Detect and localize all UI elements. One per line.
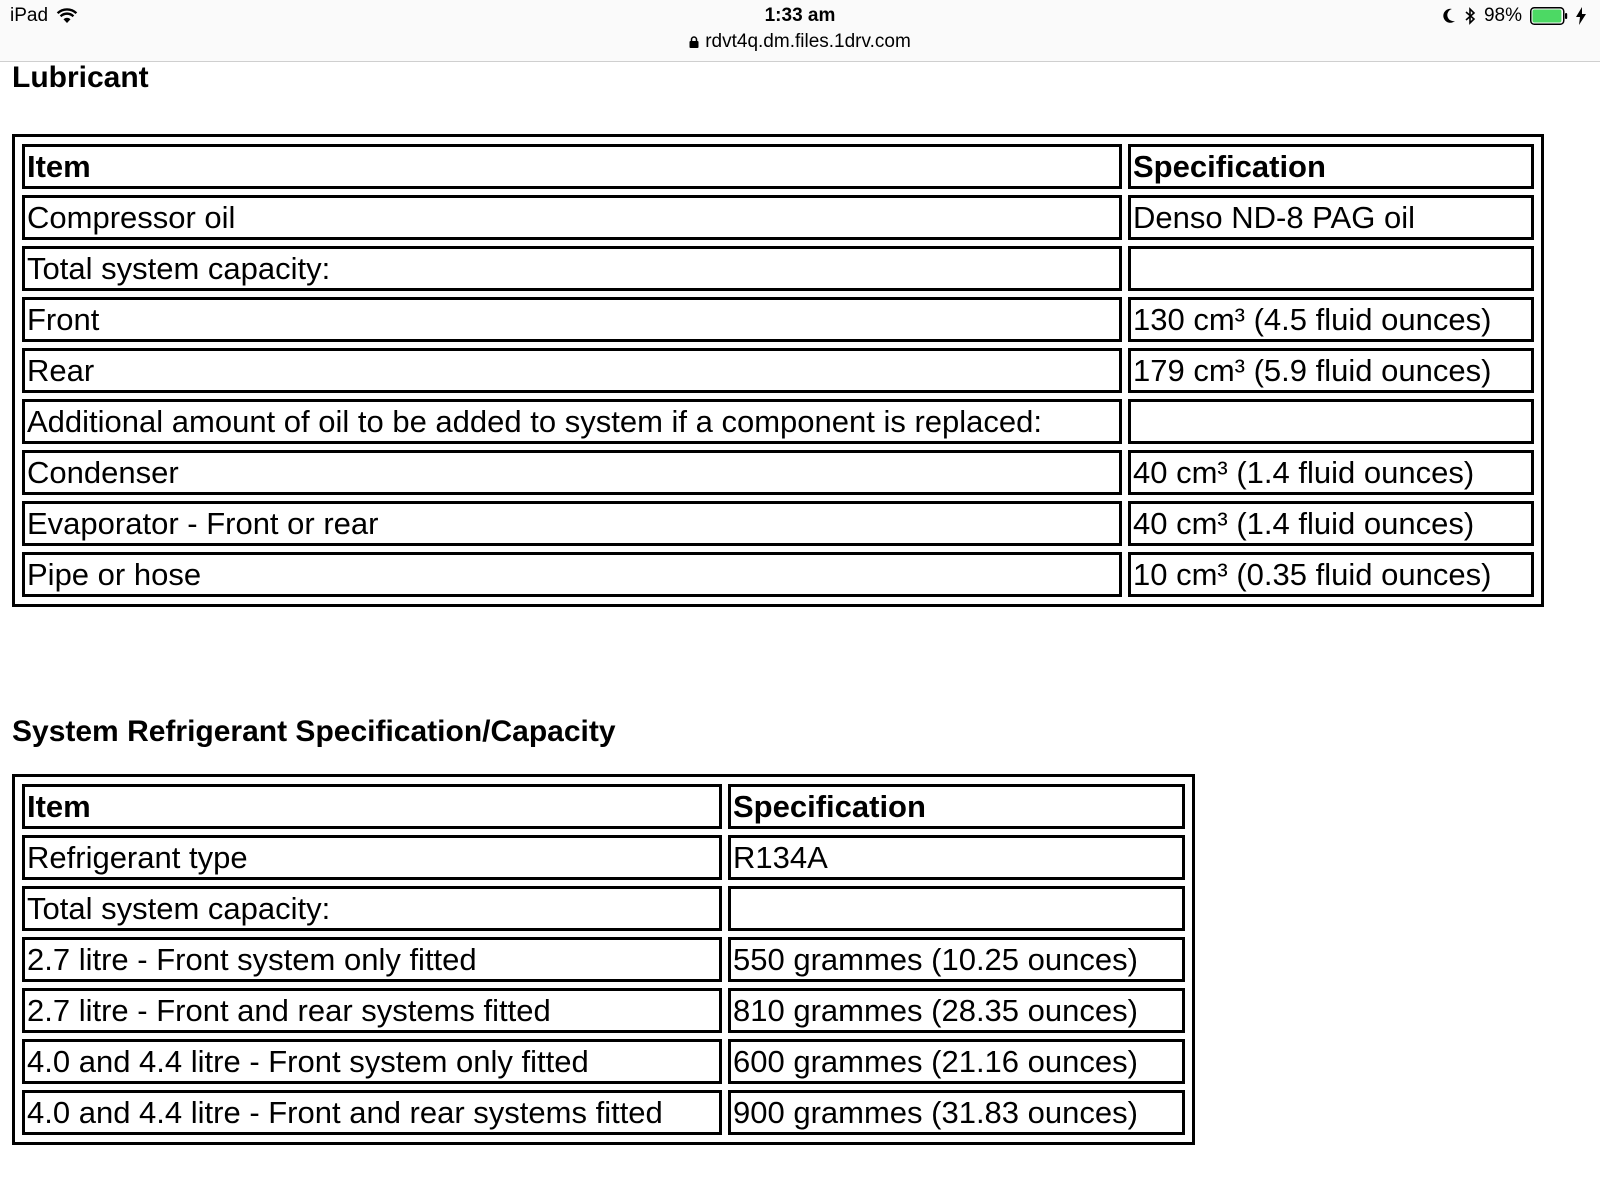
status-time: 1:33 am bbox=[764, 5, 836, 26]
battery-percent: 98% bbox=[1483, 5, 1522, 26]
table-row bbox=[22, 886, 1185, 931]
table-row bbox=[22, 1039, 1185, 1084]
table-row bbox=[22, 501, 1534, 546]
specification-cell: 810 grammes (28.35 ounces) bbox=[728, 988, 1185, 1033]
item-cell: 2.7 litre - Front system only fitted bbox=[22, 937, 722, 982]
table-row bbox=[22, 399, 1534, 444]
specification-cell: 900 grammes (31.83 ounces) bbox=[728, 1090, 1185, 1135]
table-row bbox=[22, 450, 1534, 495]
table-row bbox=[22, 937, 1185, 982]
item-cell: Total system capacity: bbox=[22, 246, 1122, 291]
address-bar[interactable] bbox=[0, 31, 1600, 53]
table-header-row bbox=[22, 144, 1534, 189]
column-header-specification: Specification bbox=[1128, 144, 1534, 189]
specification-cell: R134A bbox=[728, 835, 1185, 880]
specification-cell: 10 cm³ (0.35 fluid ounces) bbox=[1128, 552, 1534, 597]
table-row bbox=[22, 988, 1185, 1033]
bluetooth-icon bbox=[1464, 7, 1476, 25]
lock-icon bbox=[689, 36, 699, 48]
item-cell: Rear bbox=[22, 348, 1122, 393]
item-cell: Evaporator - Front or rear bbox=[22, 501, 1122, 546]
item-cell: Total system capacity: bbox=[22, 886, 722, 931]
specification-cell: 40 cm³ (1.4 fluid ounces) bbox=[1128, 450, 1534, 495]
column-header-specification: Specification bbox=[728, 784, 1185, 829]
table-row bbox=[22, 552, 1534, 597]
item-cell: 2.7 litre - Front and rear systems fitted bbox=[22, 988, 722, 1033]
item-cell: Compressor oil bbox=[22, 195, 1122, 240]
specification-cell: 600 grammes (21.16 ounces) bbox=[728, 1039, 1185, 1084]
specification-cell: Denso ND-8 PAG oil bbox=[1128, 195, 1534, 240]
charging-bolt-icon bbox=[1576, 7, 1586, 25]
item-cell: Pipe or hose bbox=[22, 552, 1122, 597]
url-text: rdvt4q.dm.files.1drv.com bbox=[705, 31, 911, 52]
status-right bbox=[1442, 5, 1586, 27]
specification-cell: 130 cm³ (4.5 fluid ounces) bbox=[1128, 297, 1534, 342]
table-row bbox=[22, 348, 1534, 393]
battery-icon bbox=[1530, 7, 1568, 25]
specification-cell: 40 cm³ (1.4 fluid ounces) bbox=[1128, 501, 1534, 546]
column-header-item: Item bbox=[22, 144, 1122, 189]
table-row bbox=[22, 835, 1185, 880]
battery-fill bbox=[1533, 10, 1562, 23]
column-header-item: Item bbox=[22, 784, 722, 829]
item-cell: Front bbox=[22, 297, 1122, 342]
table-row bbox=[22, 246, 1534, 291]
item-cell: Refrigerant type bbox=[22, 835, 722, 880]
table-row bbox=[22, 297, 1534, 342]
status-bar bbox=[0, 0, 1600, 62]
refrigerant-table bbox=[12, 774, 1195, 1145]
item-cell: Additional amount of oil to be added to system if a component is replaced: bbox=[22, 399, 1122, 444]
table-row bbox=[22, 195, 1534, 240]
lubricant-title: Lubricant bbox=[12, 61, 149, 94]
item-cell: 4.0 and 4.4 litre - Front system only fitted bbox=[22, 1039, 722, 1084]
specification-cell: 550 grammes (10.25 ounces) bbox=[728, 937, 1185, 982]
specification-cell bbox=[1128, 399, 1534, 444]
item-cell: 4.0 and 4.4 litre - Front and rear systems fitted bbox=[22, 1090, 722, 1135]
lubricant-table bbox=[12, 134, 1544, 607]
specification-cell: 179 cm³ (5.9 fluid ounces) bbox=[1128, 348, 1534, 393]
item-cell: Condenser bbox=[22, 450, 1122, 495]
device-name: iPad bbox=[10, 5, 49, 26]
refrigerant-title: System Refrigerant Specification/Capacity bbox=[12, 715, 616, 748]
specification-cell bbox=[1128, 246, 1534, 291]
specification-cell bbox=[728, 886, 1185, 931]
table-header-row bbox=[22, 784, 1185, 829]
table-row bbox=[22, 1090, 1185, 1135]
moon-icon bbox=[1442, 8, 1456, 24]
